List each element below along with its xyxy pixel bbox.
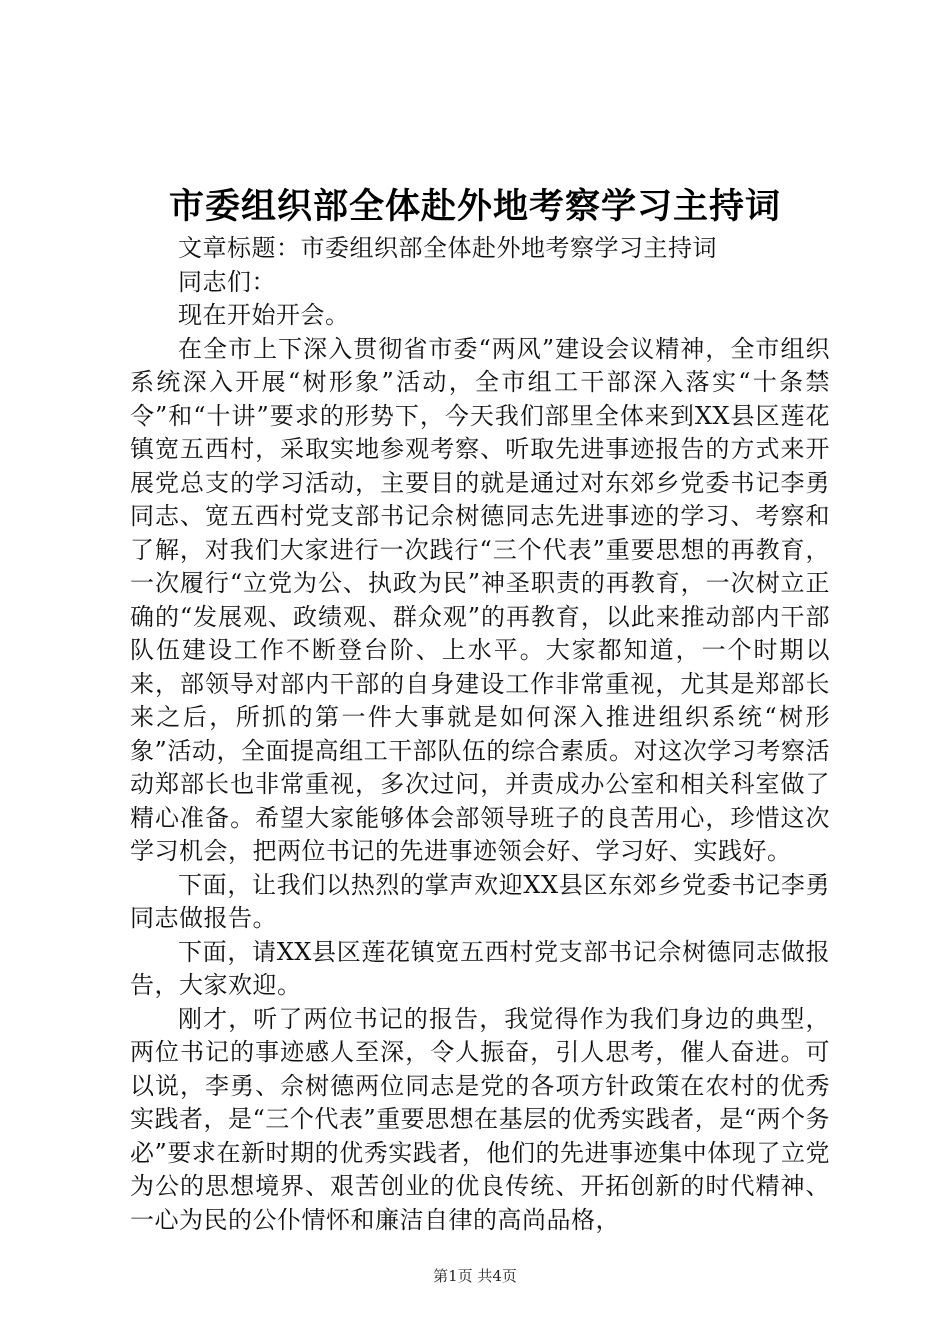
opening-line: 现在开始开会。 [178,301,350,329]
body-paragraph: 在全市上下深入贯彻省市委“两风”建设会议精神，全市组织系统深入开展“树形象”活动，全市组工干部深入落实“十条禁令”和“十讲”要求的形势下，今天我们部里全体来到XX县区莲花镇宽五西村，采取实地参观考察、听取先进事迹报告的方式来开展党总支的学习活动，主要目的就是通过对东郊乡党委书记李勇同志、宽五西村党支部书记佘树德同志先进事迹的学习、考察和了解，对我们大家进行一次践行“三个代表”重要思想的再教育，一次履行“立党为公、执政为民”神圣职责的再教育，一次树立正确的“发展观、政绩观、群众观”的再教育，以此来推动部内干部队伍建设工作不断登台阶、上水平。大家都知道，一个时期以来，部领导对部内干部的自身建设工作非常重视，尤其是郑部长来之后，所抓的第一件大事就是如何深入推进组织系统“树形象”活动，全面提高组工干部队伍的综合素质。对这次学习考察活动郑部长也非常重视，多次过问，并责成办公室和相关科室做了精心准备。希望大家能够体会部领导班子的良苦用心，珍惜这次学习机会，把两位书记的先进事迹领会好、学习好、实践好。 [130,334,830,865]
salutation: 同志们： [178,267,276,296]
body-paragraph: 下面，让我们以热烈的掌声欢迎XX县区东郊乡党委书记李勇同志做报告。 [130,870,830,932]
page-footer: 第1页 共4页 [433,1267,517,1285]
document-body [130,232,830,1237]
document-title: 市委组织部全体赴外地考察学习主持词 [168,186,781,227]
article-title-line: 文章标题：市委组织部全体赴外地考察学习主持词 [178,234,717,262]
body-paragraph: 刚才，听了两位书记的报告，我觉得作为我们身边的典型，两位书记的事迹感人至深，令人振奋，引人思考，催人奋进。可以说，李勇、佘树德两位同志是党的各项方针政策在农村的优秀实践者，是“三个代表”重要思想在基层的优秀实践者，是“两个务必”要求在新时期的优秀实践者，他们的先进事迹集中体现了立党为公的思想境界、艰苦创业的优良传统、开拓创新的时代精神、一心为民的公仆情怀和廉洁自律的高尚品格， [130,1004,830,1234]
body-paragraph: 下面，请XX县区莲花镇宽五西村党支部书记佘树德同志做报告，大家欢迎。 [130,937,830,999]
